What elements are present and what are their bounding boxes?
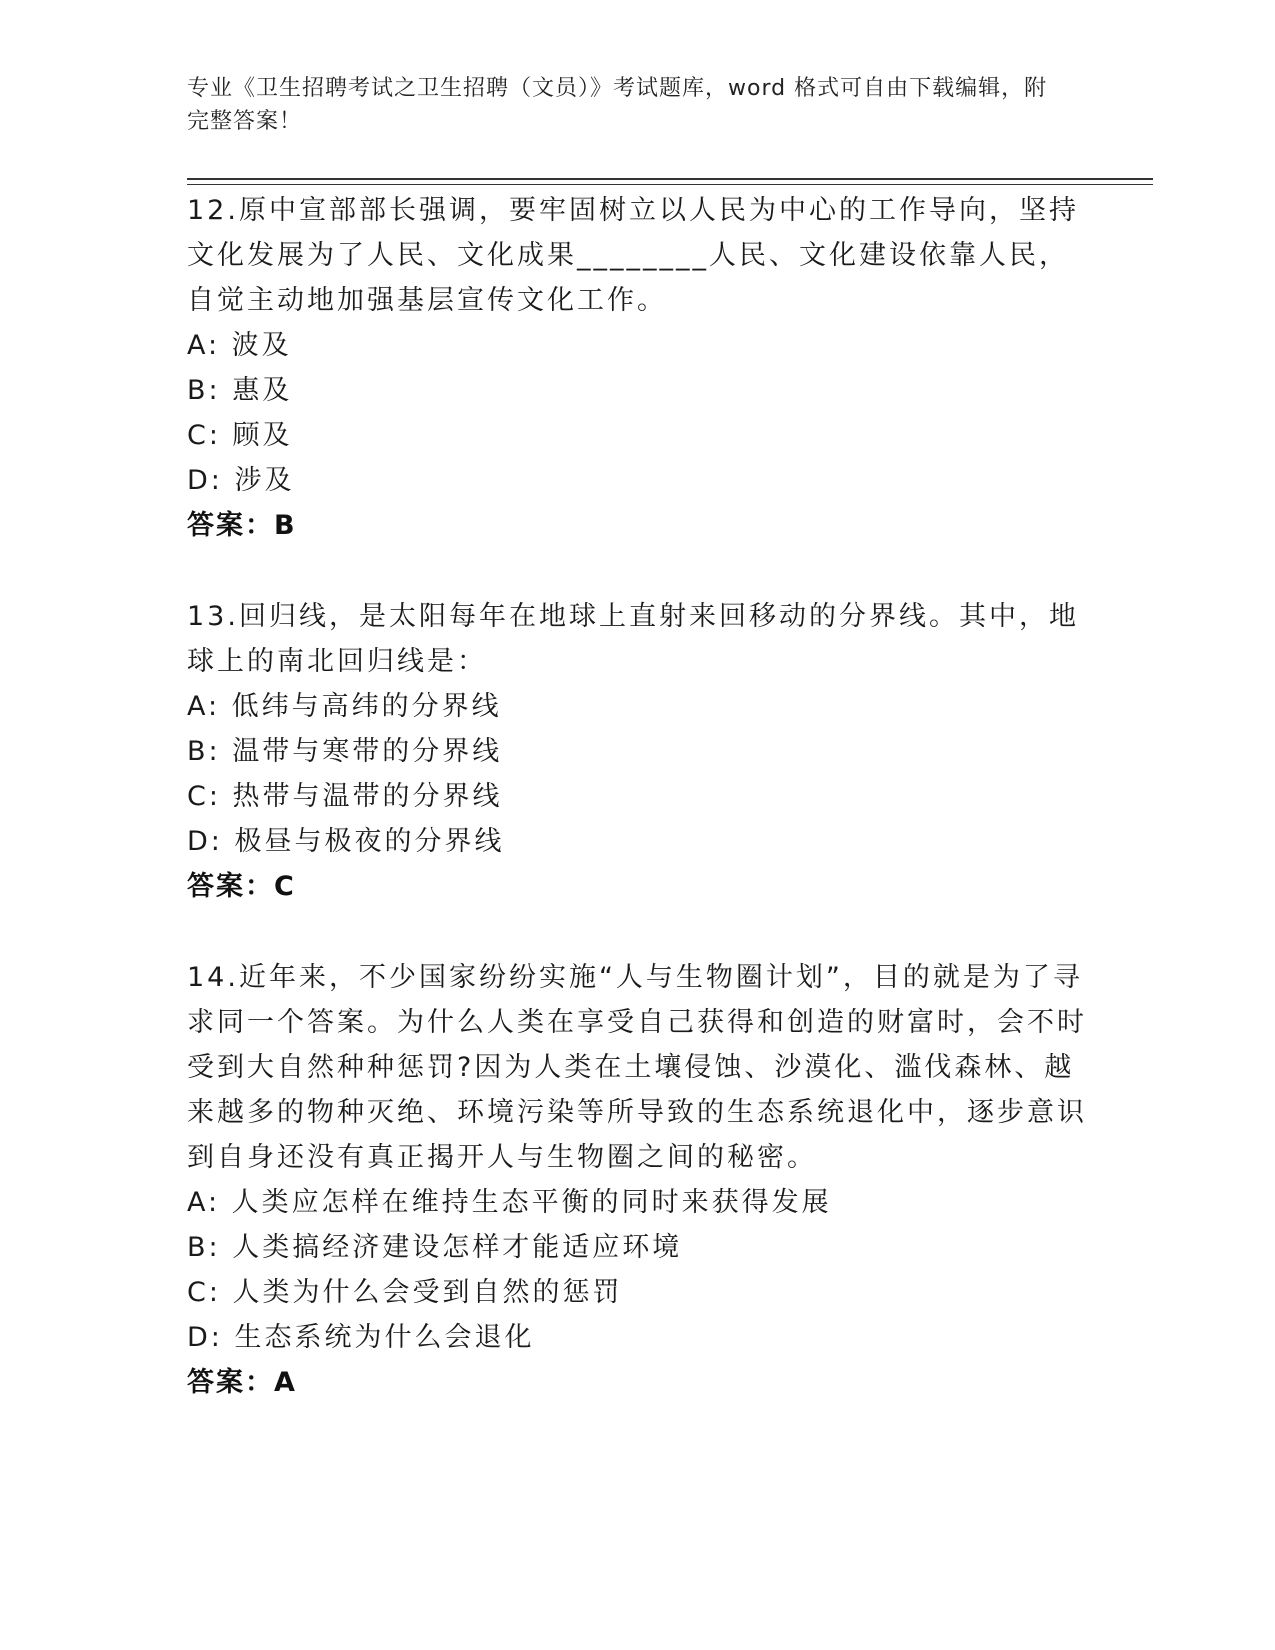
question-12: [187, 188, 1087, 548]
document-header: 专业《卫生招聘考试之卫生招聘（文员）》考试题库，word 格式可自由下载编辑，附完整答案！: [187, 76, 1048, 134]
option-d: D: 涉及: [187, 465, 295, 496]
question-13: [187, 594, 1087, 909]
option-c: C: 顾及: [187, 420, 293, 451]
option-a: A: 低纬与高纬的分界线: [187, 691, 502, 722]
answer: 答案：C: [187, 871, 296, 902]
option-a: A: 波及: [187, 330, 292, 361]
question-stem: 14.近年来，不少国家纷纷实施“人与生物圈计划”，目的就是为了寻求同一个答案。为什么人类在享受自己获得和创造的财富时，会不时受到大自然种种惩罚?因为人类在土壤侵蚀、沙漠化、滥伐森林、越来越多的物种灭绝、环境污染等所导致的生态系统退化中，逐步意识到自身还没有真正揭开人与生物圈之间的秘密。: [187, 962, 1087, 1173]
answer: 答案：B: [187, 510, 297, 541]
option-c: C: 人类为什么会受到自然的惩罚: [187, 1277, 623, 1308]
option-d: D: 极昼与极夜的分界线: [187, 826, 505, 857]
option-b: B: 惠及: [187, 375, 293, 406]
question-stem: 13.回归线，是太阳每年在地球上直射来回移动的分界线。其中，地球上的南北回归线是：: [187, 601, 1079, 677]
header-rule-thin: [187, 184, 1153, 185]
option-a: A: 人类应怎样在维持生态平衡的同时来获得发展: [187, 1187, 832, 1218]
answer: 答案：A: [187, 1367, 297, 1398]
option-c: C: 热带与温带的分界线: [187, 781, 503, 812]
option-b: B: 温带与寒带的分界线: [187, 736, 503, 767]
question-stem: 12.原中宣部部长强调，要牢固树立以人民为中心的工作导向，坚持文化发展为了人民、文化成果________人民、文化建设依靠人民，自觉主动地加强基层宣传文化工作。: [187, 195, 1079, 316]
question-14: [187, 955, 1087, 1405]
option-d: D: 生态系统为什么会退化: [187, 1322, 535, 1353]
header-rule-thick: [187, 178, 1153, 180]
option-b: B: 人类搞经济建设怎样才能适应环境: [187, 1232, 683, 1263]
